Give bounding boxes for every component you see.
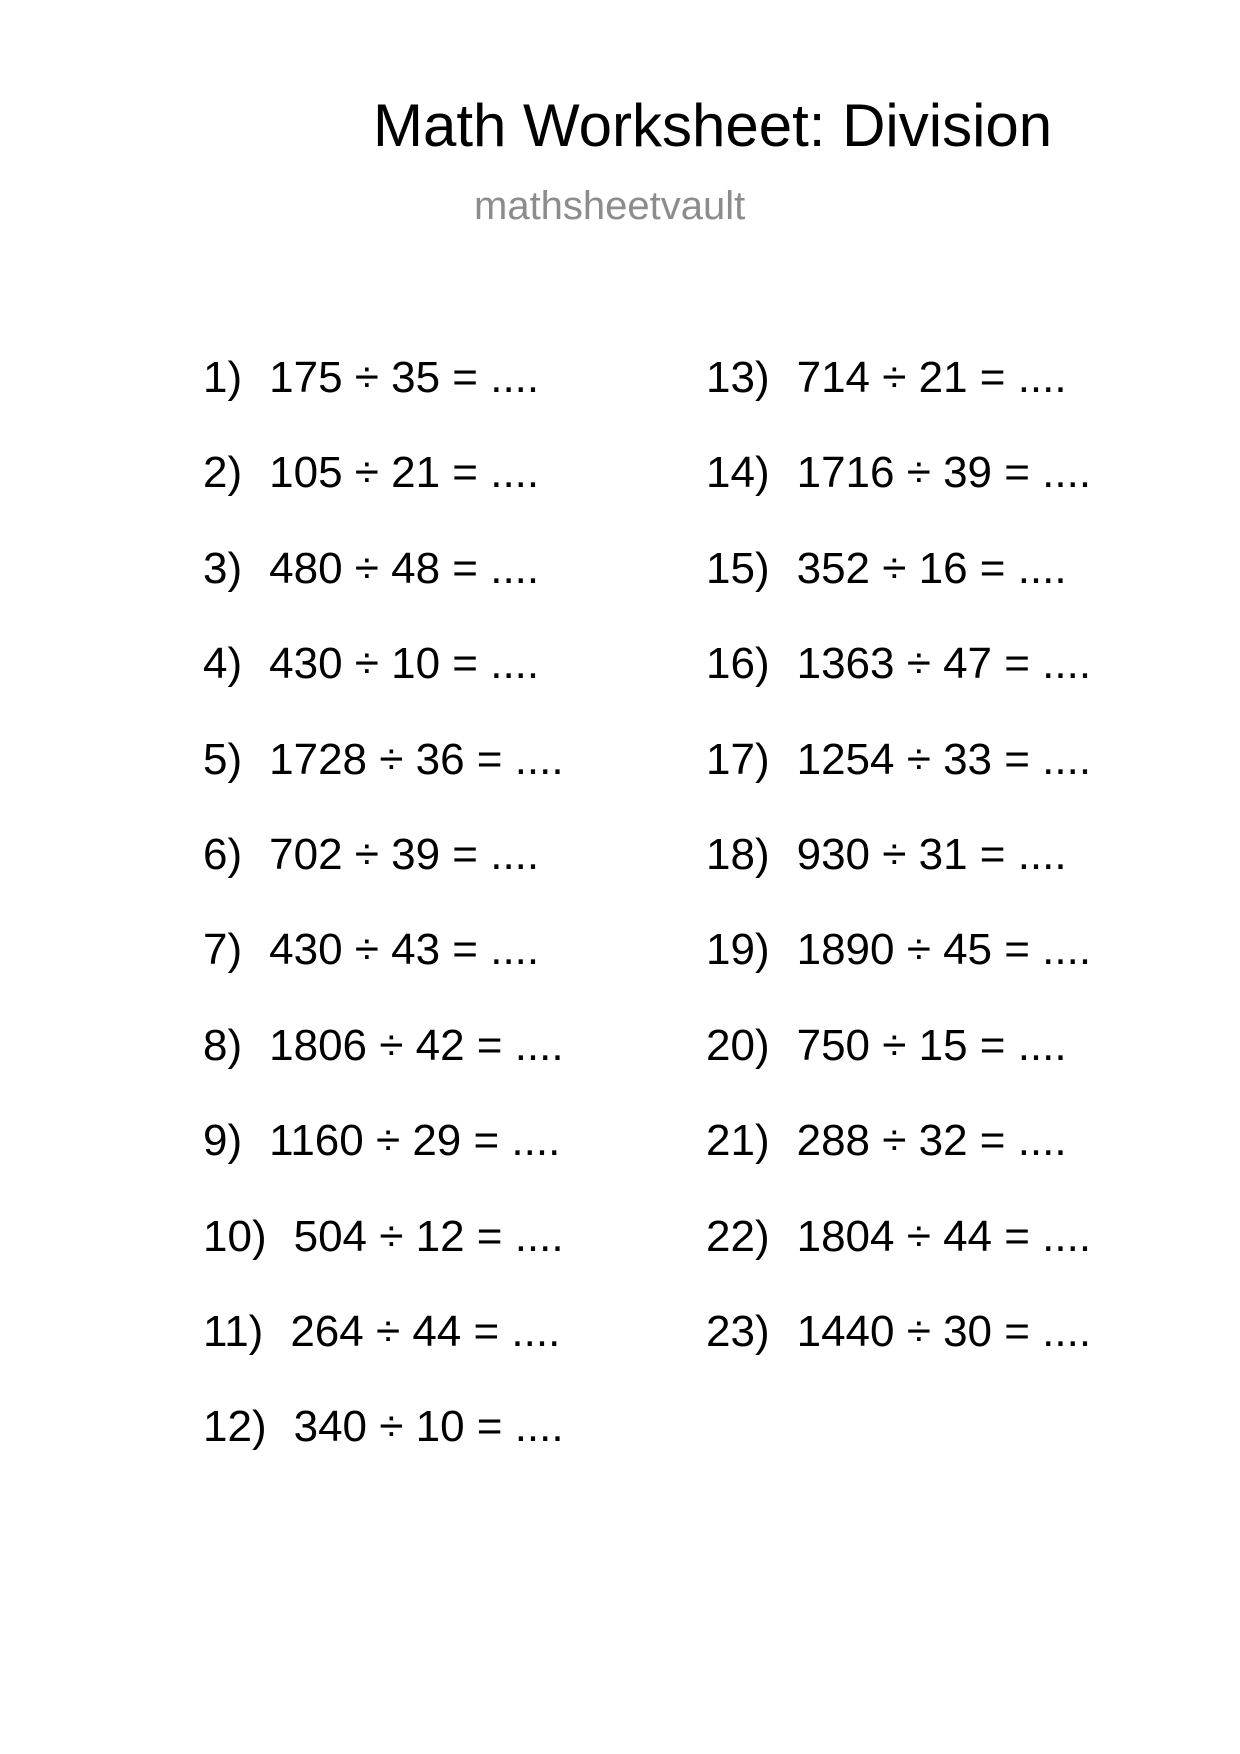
problem-expression: 1254 ÷ 33 = .... [796, 734, 1092, 784]
problem-item [203, 734, 564, 833]
problem-expression: 1716 ÷ 39 = .... [796, 448, 1092, 498]
problem-item [203, 1402, 564, 1500]
problem-number: 2) [203, 448, 243, 498]
problem-expression: 352 ÷ 16 = .... [796, 543, 1067, 593]
problem-item [203, 1211, 564, 1310]
problem-number: 17) [706, 734, 770, 784]
problem-item [706, 925, 1092, 1023]
problem-item [706, 1306, 1092, 1405]
problem-expression: 714 ÷ 21 = .... [796, 353, 1067, 402]
problem-item [203, 925, 564, 1023]
problem-number: 23) [706, 1306, 770, 1356]
problem-number: 18) [706, 829, 770, 879]
problem-item [203, 1306, 564, 1405]
problem-expression: 264 ÷ 44 = .... [290, 1306, 561, 1356]
problem-number: 10) [203, 1211, 267, 1261]
problem-item [706, 543, 1091, 642]
problem-number: 5) [203, 734, 243, 784]
problem-number: 1) [203, 353, 243, 402]
problem-expression: 430 ÷ 43 = .... [269, 925, 540, 975]
problem-number: 19) [706, 925, 770, 975]
problems-column-right [706, 353, 1092, 1405]
problem-expression: 702 ÷ 39 = .... [269, 829, 540, 879]
problem-item [706, 1020, 1091, 1119]
problem-item [706, 829, 1091, 928]
problem-expression: 930 ÷ 31 = .... [796, 829, 1067, 879]
problem-item [203, 353, 564, 451]
worksheet-title: Math Worksheet: Division [373, 92, 1053, 159]
problem-number: 16) [706, 639, 770, 689]
problem-number: 6) [203, 829, 243, 879]
problem-expression: 1728 ÷ 36 = .... [269, 734, 564, 784]
problem-item [203, 543, 564, 642]
problem-expression: 1440 ÷ 30 = .... [796, 1306, 1092, 1356]
problem-number: 14) [706, 448, 770, 498]
problem-expression: 430 ÷ 10 = .... [269, 639, 540, 689]
problem-item [706, 734, 1092, 833]
problem-number: 20) [706, 1020, 770, 1070]
problem-item [203, 829, 564, 928]
problem-expression: 504 ÷ 12 = .... [293, 1211, 564, 1261]
problems-column-left [203, 353, 564, 1501]
problem-expression: 750 ÷ 15 = .... [796, 1020, 1067, 1070]
problem-expression: 1806 ÷ 42 = .... [269, 1020, 564, 1070]
problem-number: 4) [203, 639, 243, 689]
problem-item [203, 1116, 564, 1214]
problem-number: 13) [706, 353, 770, 402]
problem-number: 3) [203, 543, 243, 593]
problem-expression: 1890 ÷ 45 = .... [796, 925, 1092, 975]
problem-expression: 175 ÷ 35 = .... [269, 353, 540, 402]
problem-expression: 480 ÷ 48 = .... [269, 543, 540, 593]
problem-number: 11) [203, 1306, 264, 1356]
problem-number: 22) [706, 1211, 770, 1261]
problem-expression: 105 ÷ 21 = .... [269, 448, 540, 498]
problem-expression: 288 ÷ 32 = .... [796, 1116, 1067, 1166]
problem-item [203, 639, 564, 737]
problem-number: 21) [706, 1116, 770, 1166]
problem-expression: 1804 ÷ 44 = .... [796, 1211, 1092, 1261]
problem-item [706, 639, 1092, 737]
problem-number: 15) [706, 543, 770, 593]
problem-item [203, 448, 564, 546]
problem-item [203, 1020, 564, 1119]
problem-number: 7) [203, 925, 243, 975]
problem-number: 12) [203, 1402, 267, 1452]
problem-expression: 340 ÷ 10 = .... [293, 1402, 564, 1452]
problem-item [706, 448, 1092, 546]
worksheet-source: mathsheetvault [474, 184, 746, 228]
problem-expression: 1363 ÷ 47 = .... [796, 639, 1092, 689]
problem-number: 8) [203, 1020, 243, 1070]
problem-item [706, 1116, 1091, 1214]
problem-item [706, 353, 1091, 451]
problem-expression: 1160 ÷ 29 = .... [269, 1116, 561, 1166]
problem-item [706, 1211, 1092, 1310]
problem-number: 9) [203, 1116, 243, 1166]
